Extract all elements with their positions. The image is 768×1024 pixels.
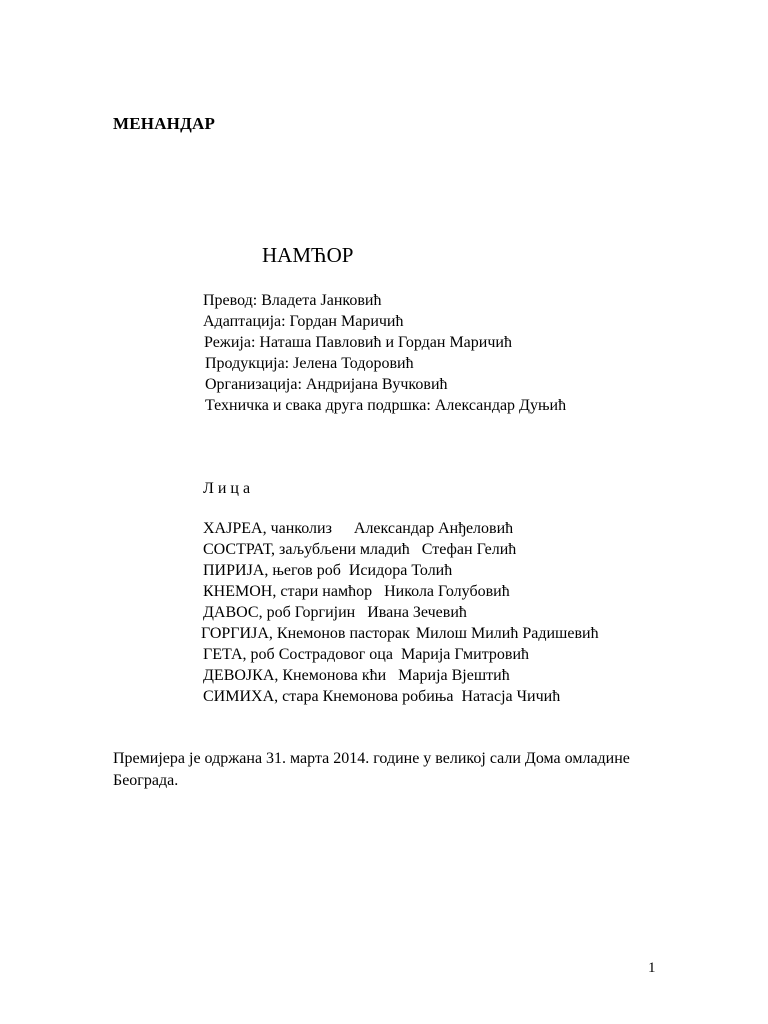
cast-actor: Марија Гмитровић [400,646,530,663]
cast-role: ДЕВОЈКА, Кнемонова кћи [203,667,387,684]
cast-heading: Л и ц а [203,480,251,497]
cast-item [203,645,529,665]
page-number: 1 [648,960,656,976]
cast-actor: Стефан Гелић [421,541,517,558]
cast-item [201,624,599,644]
cast-item [203,582,510,602]
cast-actor: Милош Милић Радишевић [415,625,599,642]
cast-role: СОСТРАТ, заљубљени младић [203,541,410,558]
cast-item [203,561,452,581]
credit-production: Продукција: Јелена Тодоровић [205,355,414,372]
cast-actor: Никола Голубовић [384,583,510,600]
cast-role: ХАЈРЕА, чанколиз [203,520,332,537]
cast-actor: Исидора Толић [348,562,453,579]
cast-actor: Ивана Зечевић [367,604,467,621]
cast-item [203,687,560,707]
cast-role: ПИРИЈА, његов роб [203,562,341,579]
cast-actor: Натасја Чичић [461,688,561,705]
cast-role: ГЕТА, роб Сострадовог оца [203,646,393,663]
cast-item [203,603,467,623]
cast-actor: Марија Вјештић [398,667,510,684]
premiere-note: Премијера је одржана 31. марта 2014. године у великој сали Дома омладине Београда. [113,750,630,789]
cast-item [203,519,513,539]
author-heading: МЕНАНДАР [113,114,216,133]
credit-organization: Организација: Андријана Вучковић [205,376,448,393]
credit-technical-support: Техничка и свака друга подршка: Александар Дуњић [205,397,567,414]
play-title: НАМЋОР [262,243,354,267]
credit-adaptation: Адаптација: Гордан Маричић [203,313,404,330]
cast-actor: Александар Анђеловић [353,520,514,537]
cast-item [203,540,516,560]
cast-role: ДАВОС, роб Горгијин [203,604,356,621]
cast-role: СИМИХА, стара Кнемонова робиња [203,688,454,705]
cast-role: ГОРГИЈА, Кнемонов пасторак [201,625,410,642]
cast-item [203,666,510,686]
cast-role: КНЕМОН, стари намћор [203,583,373,600]
credit-translation: Превод: Владета Јанковић [203,292,382,309]
credit-direction: Режија: Наташа Павловић и Гордан Маричић [204,334,512,351]
